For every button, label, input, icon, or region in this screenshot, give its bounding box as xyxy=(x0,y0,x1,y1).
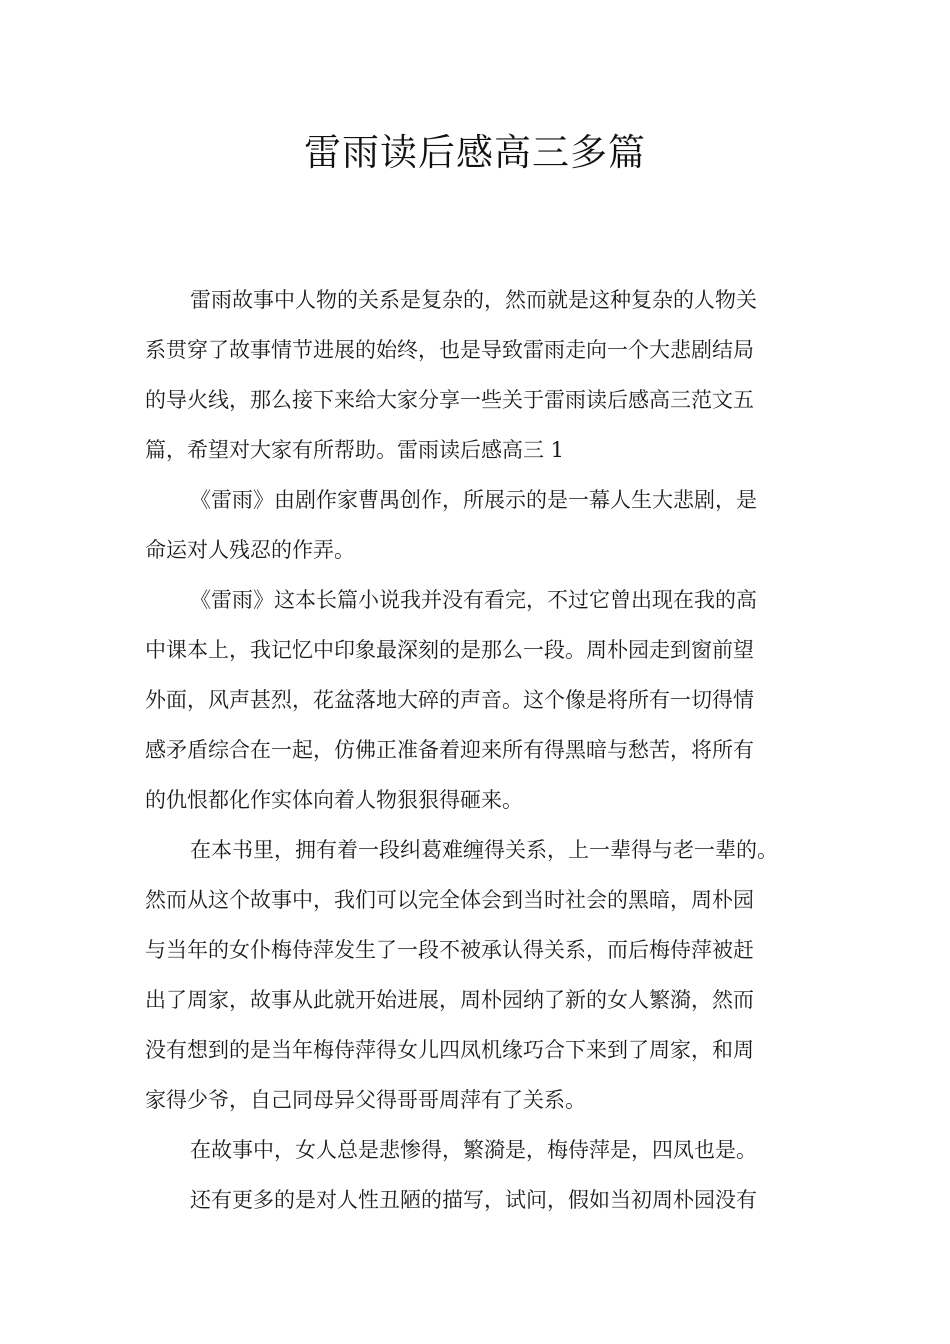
paragraph-line: 系贯穿了故事情节进展的始终，也是导致雷雨走向一个大悲剧结局 xyxy=(145,338,754,362)
paragraph-line: 中课本上，我记忆中印象最深刻的是那么一段。周朴园走到窗前望 xyxy=(145,638,754,662)
paragraph-line: 《雷雨》由剧作家曹禺创作，所展示的是一幕人生大悲剧，是 xyxy=(190,488,757,512)
paragraph-line: 在故事中，女人总是悲惨得，繁漪是，梅侍萍是，四凤也是。 xyxy=(190,1138,757,1162)
paragraph-line: 外面，风声甚烈，花盆落地大碎的声音。这个像是将所有一切得情 xyxy=(145,688,754,712)
paragraph-line: 与当年的女仆梅侍萍发生了一段不被承认得关系，而后梅侍萍被赶 xyxy=(145,938,754,962)
paragraph-line: 然而从这个故事中，我们可以完全体会到当时社会的黑暗，周朴园 xyxy=(145,888,754,912)
paragraph-line: 在本书里，拥有着一段纠葛难缠得关系，上一辈得与老一辈的。 xyxy=(190,838,778,862)
paragraph-line: 没有想到的是当年梅侍萍得女儿四凤机缘巧合下来到了周家，和周 xyxy=(145,1038,754,1062)
paragraph-line: 《雷雨》这本长篇小说我并没有看完，不过它曾出现在我的高 xyxy=(190,588,757,612)
paragraph-line: 命运对人残忍的作弄。 xyxy=(145,538,355,562)
paragraph-line: 篇，希望对大家有所帮助。雷雨读后感高三 1 xyxy=(145,438,565,462)
paragraph-line: 感矛盾综合在一起，仿佛正准备着迎来所有得黑暗与愁苦，将所有 xyxy=(145,738,754,762)
paragraph-line: 的导火线，那么接下来给大家分享一些关于雷雨读后感高三范文五 xyxy=(145,388,754,412)
paragraph-line: 家得少爷，自己同母异父得哥哥周萍有了关系。 xyxy=(145,1088,586,1112)
paragraph-line: 的仇恨都化作实体向着人物狠狠得砸来。 xyxy=(145,788,523,812)
paragraph-line: 雷雨故事中人物的关系是复杂的，然而就是这种复杂的人物关 xyxy=(190,288,757,312)
paragraph-line: 出了周家，故事从此就开始进展，周朴园纳了新的女人繁漪，然而 xyxy=(145,988,754,1012)
paragraph-line: 还有更多的是对人性丑陋的描写，试问，假如当初周朴园没有 xyxy=(190,1188,757,1212)
document-title: 雷雨读后感高三多篇 xyxy=(304,131,646,174)
